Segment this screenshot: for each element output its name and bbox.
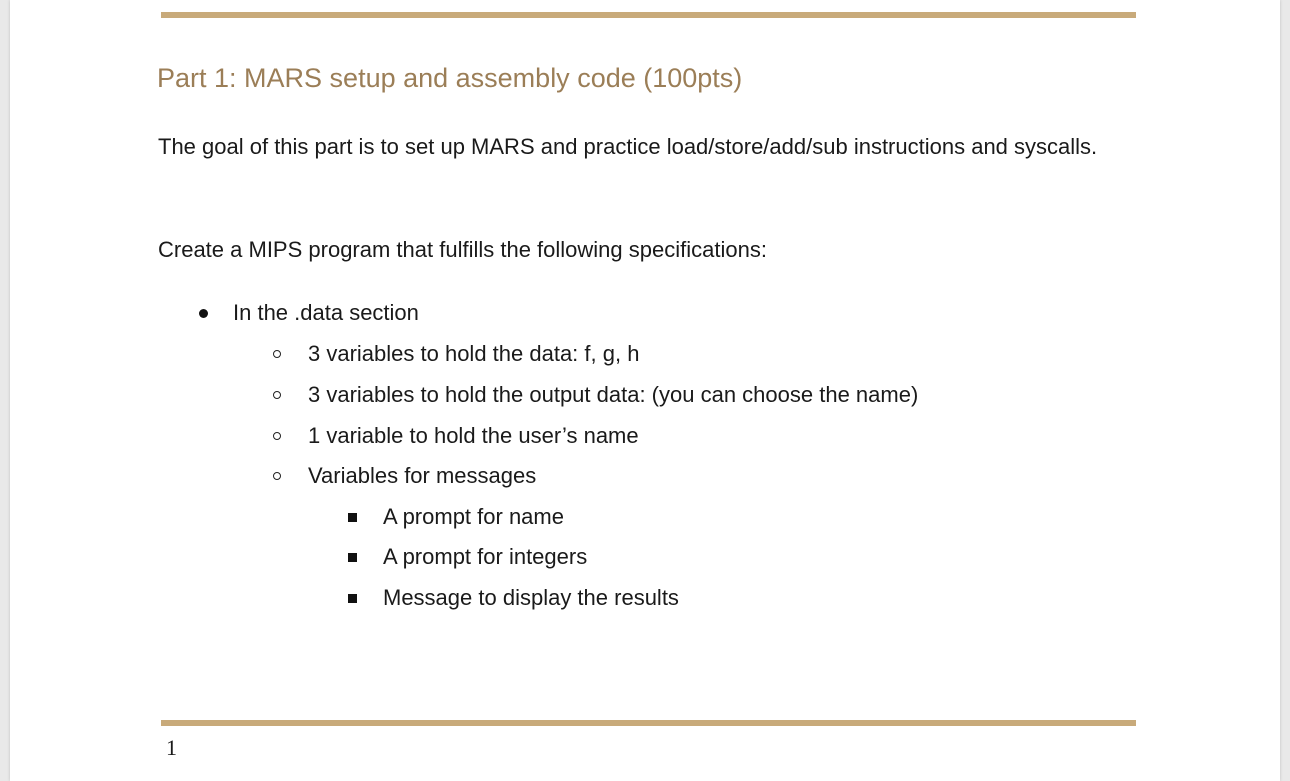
intro-paragraph: The goal of this part is to set up MARS and practice load/store/add/sub instructions and syscalls. <box>158 134 1098 159</box>
list-item-text: 3 variables to hold the output data: (you can choose the name) <box>308 382 919 407</box>
document-page <box>10 0 1280 781</box>
list-item-text: 1 variable to hold the user’s name <box>308 423 639 448</box>
header-rule <box>161 12 1136 18</box>
bullet-disc-icon <box>193 293 213 333</box>
list-item-text: 3 variables to hold the data: f, g, h <box>308 341 640 366</box>
page-number: 1 <box>166 735 177 760</box>
list-item-text: Variables for messages <box>308 463 537 488</box>
bullet-square-icon <box>342 497 362 537</box>
list-item-text: In the .data section <box>233 300 419 325</box>
list-item-text: Message to display the results <box>383 585 679 610</box>
section-heading: Part 1: MARS setup and assembly code (100pts) <box>157 63 743 93</box>
bullet-square-icon <box>342 578 362 618</box>
list-item-text: A prompt for name <box>383 504 564 529</box>
list-item-text: A prompt for integers <box>383 544 588 569</box>
bullet-circle-icon <box>267 416 287 456</box>
bullet-circle-icon <box>267 334 287 374</box>
bullet-circle-icon <box>267 375 287 415</box>
bullet-square-icon <box>342 537 362 577</box>
footer-rule <box>161 720 1136 726</box>
bullet-circle-icon <box>267 456 287 496</box>
instruction-paragraph: Create a MIPS program that fulfills the following specifications: <box>158 237 767 262</box>
